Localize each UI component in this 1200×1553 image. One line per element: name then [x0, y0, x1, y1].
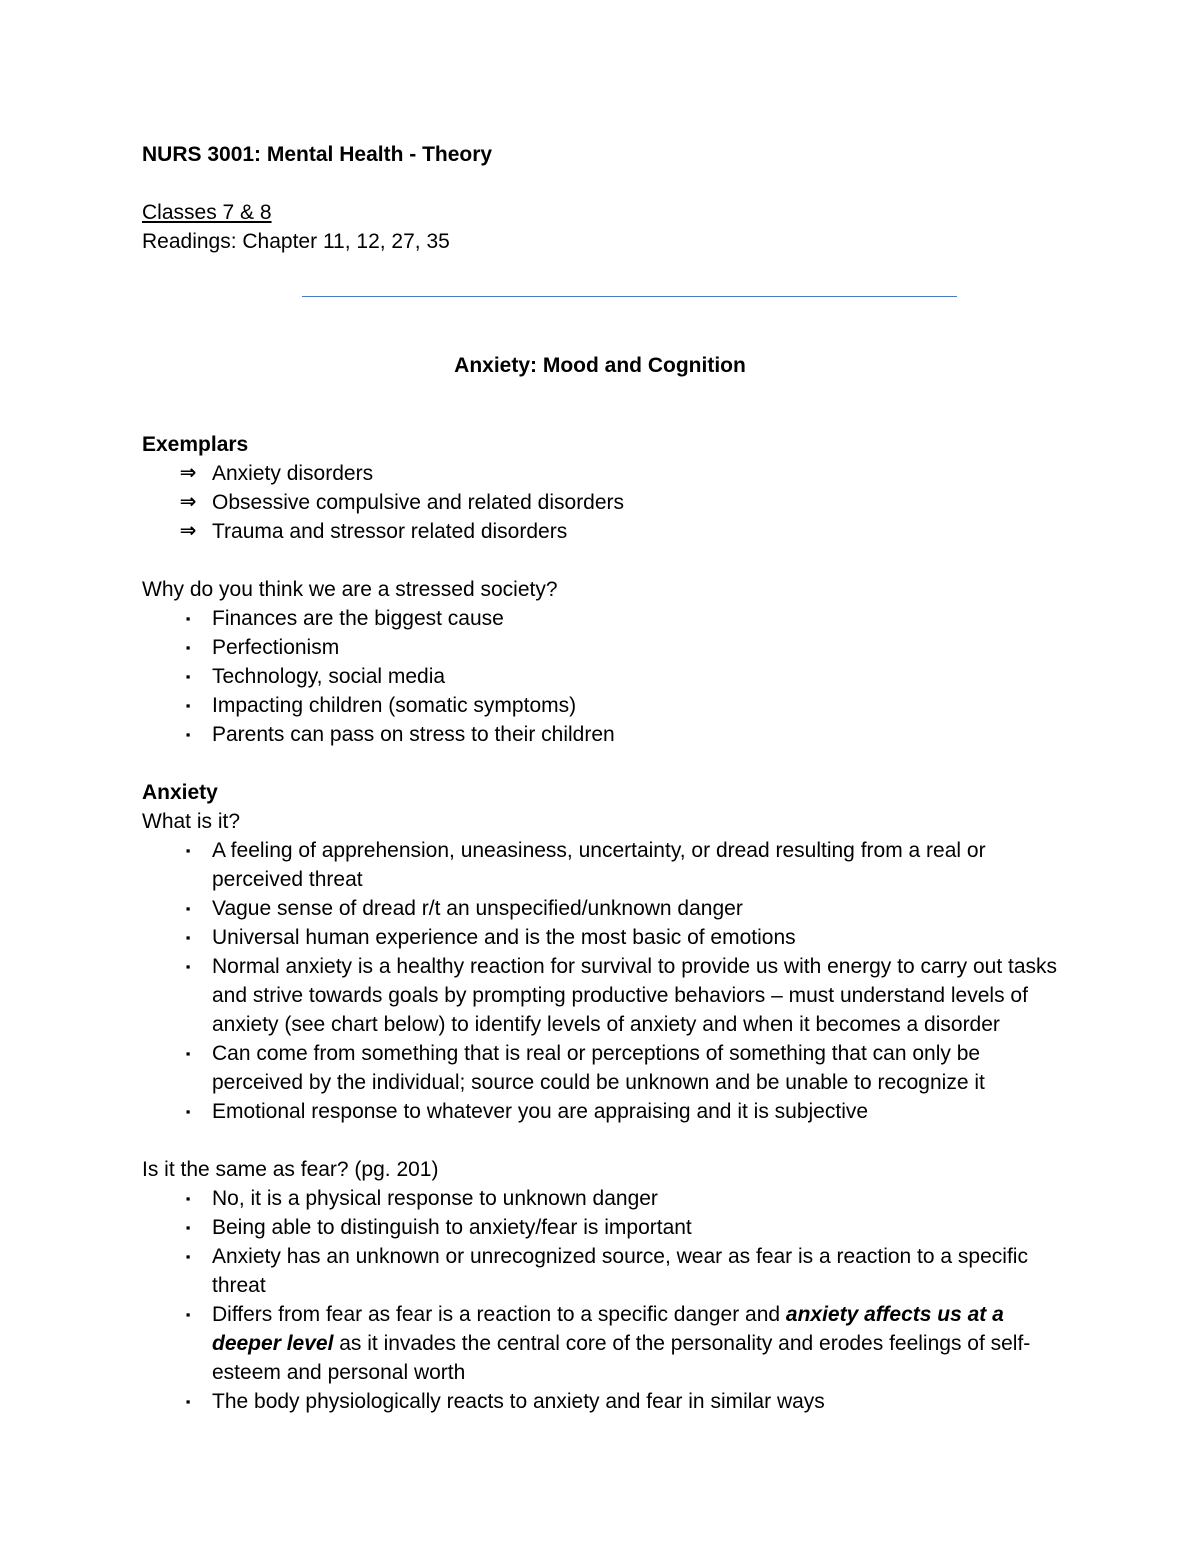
readings-label: Readings: Chapter 11, 12, 27, 35: [142, 230, 450, 253]
course-title: NURS 3001: Mental Health - Theory: [142, 143, 493, 166]
list-item: ▪ The body physiologically reacts to anxiety and fear in similar ways: [212, 1387, 1062, 1416]
arrow-icon: ⇒: [179, 462, 197, 484]
list-item: ⇒ Trauma and stressor related disorders: [212, 517, 1062, 546]
square-bullet-icon: ▪: [185, 1307, 191, 1322]
list-item: ▪ Finances are the biggest cause: [212, 604, 1062, 633]
exemplars-heading: Exemplars: [142, 433, 249, 456]
square-bullet-icon: ▪: [185, 1046, 191, 1061]
list-item: ▪ Perfectionism: [212, 633, 1062, 662]
list-item: ▪ Can come from something that is real or perceptions of something that can only be perceived by the individual; source could be unknown and be unable to recognize it: [212, 1039, 1062, 1097]
document-page: [142, 140, 1062, 1416]
list-item: ▪ Normal anxiety is a healthy reaction for survival to provide us with energy to carry out tasks and strive towards goals by prompting productive behaviors – must understand levels of anxiety (see chart below) to identify levels of anxiety and when it becomes a disorder: [212, 952, 1062, 1039]
fear-question: Is it the same as fear? (pg. 201): [142, 1158, 439, 1181]
square-bullet-icon: ▪: [185, 959, 191, 974]
square-bullet-icon: ▪: [185, 843, 191, 858]
anxiety-heading: Anxiety: [142, 781, 218, 804]
list-item: ▪ Emotional response to whatever you are appraising and it is subjective: [212, 1097, 1062, 1126]
list-item: ▪ Anxiety has an unknown or unrecognized source, wear as fear is a reaction to a specific threat: [212, 1242, 1062, 1300]
stressed-society-list: [142, 604, 1062, 749]
stressed-society-question: Why do you think we are a stressed society?: [142, 578, 558, 601]
square-bullet-icon: ▪: [185, 1220, 191, 1235]
square-bullet-icon: ▪: [185, 640, 191, 655]
exemplars-list: [142, 459, 1062, 546]
square-bullet-icon: ▪: [185, 669, 191, 684]
list-item: ▪ A feeling of apprehension, uneasiness, uncertainty, or dread resulting from a real or perceived threat: [212, 836, 1062, 894]
classes-label: Classes 7 & 8: [142, 201, 272, 224]
list-item: ▪ Universal human experience and is the most basic of emotions: [212, 923, 1062, 952]
fear-list: [142, 1184, 1062, 1416]
list-item: ⇒ Obsessive compulsive and related disorders: [212, 488, 1062, 517]
emphasis-text: anxiety affects us at a deeper level: [212, 1303, 1004, 1355]
square-bullet-icon: ▪: [185, 698, 191, 713]
list-item: ▪ Being able to distinguish to anxiety/fear is important: [212, 1213, 1062, 1242]
square-bullet-icon: ▪: [185, 1249, 191, 1264]
list-item: ⇒ Anxiety disorders: [212, 459, 1062, 488]
list-item: ▪ Impacting children (somatic symptoms): [212, 691, 1062, 720]
square-bullet-icon: ▪: [185, 901, 191, 916]
section-title: Anxiety: Mood and Cognition: [454, 354, 746, 377]
square-bullet-icon: ▪: [185, 1104, 191, 1119]
anxiety-list: [142, 836, 1062, 1126]
square-bullet-icon: ▪: [185, 1191, 191, 1206]
square-bullet-icon: ▪: [185, 611, 191, 626]
list-item: ▪ Vague sense of dread r/t an unspecified/unknown danger: [212, 894, 1062, 923]
list-item: ▪ Technology, social media: [212, 662, 1062, 691]
square-bullet-icon: ▪: [185, 930, 191, 945]
anxiety-question: What is it?: [142, 810, 241, 833]
square-bullet-icon: ▪: [185, 1394, 191, 1409]
square-bullet-icon: ▪: [185, 727, 191, 742]
list-item: ▪ Parents can pass on stress to their children: [212, 720, 1062, 749]
arrow-icon: ⇒: [179, 491, 197, 513]
arrow-icon: ⇒: [179, 520, 197, 542]
list-item: ▪ Differs from fear as fear is a reaction to a specific danger and anxiety affects us at a deeper level as it invades the central core of the personality and erodes feelings of self-esteem and personal worth: [212, 1300, 1062, 1387]
list-item: ▪ No, it is a physical response to unknown danger: [212, 1184, 1062, 1213]
